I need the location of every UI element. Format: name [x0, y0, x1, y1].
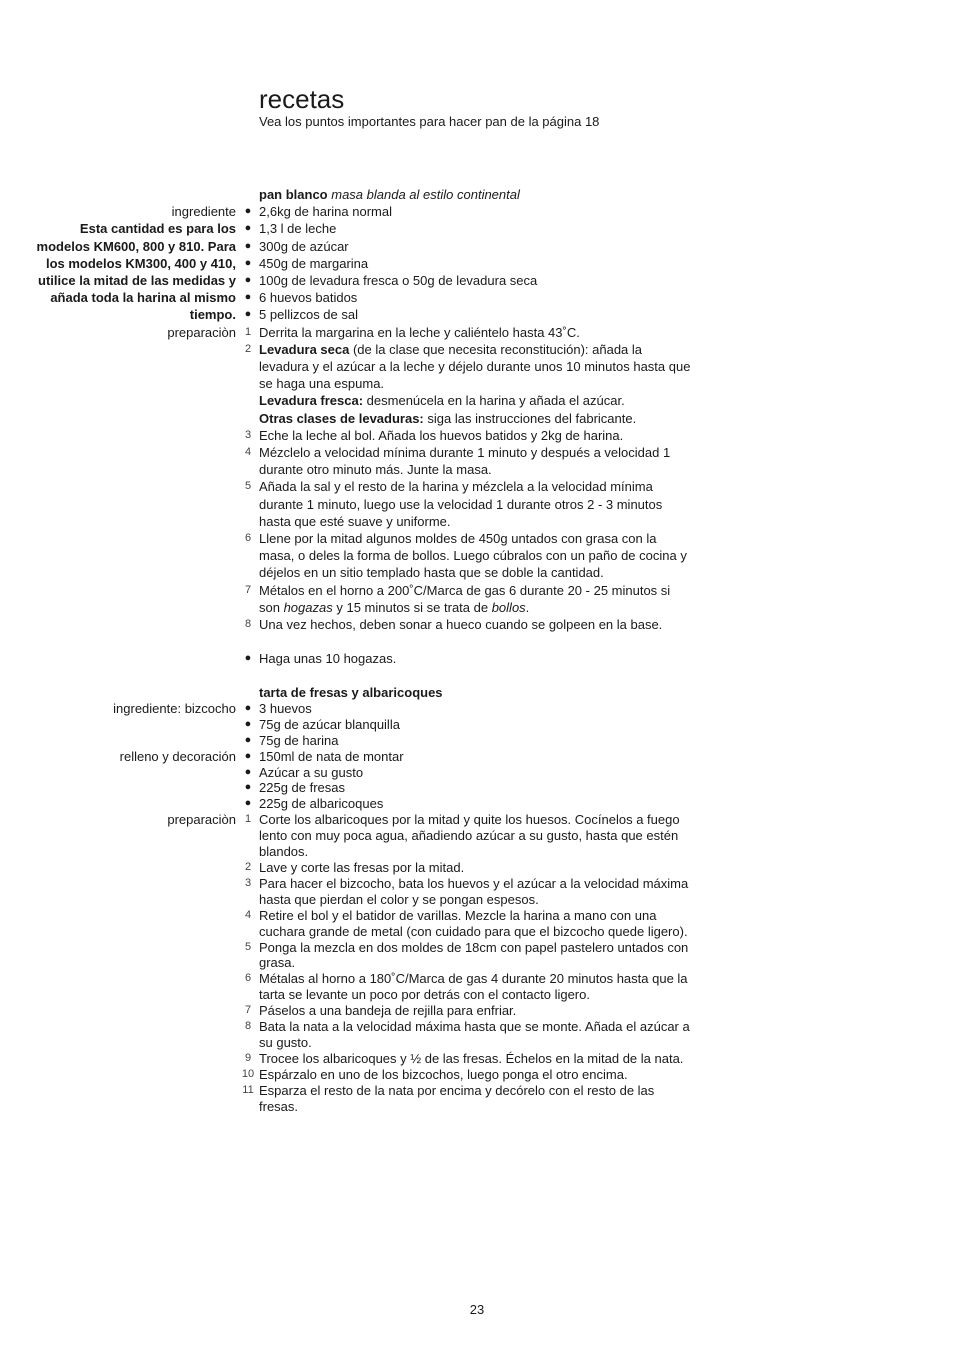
step-text: siga las instrucciones del fabricante.: [423, 410, 637, 426]
step-bold: Otras clases de levaduras:: [259, 410, 424, 426]
step-text: Para hacer el bizcocho, bata los huevos y el azúcar a la velocidad máxima hasta que pierdan el color y se pongan espesos.: [259, 875, 689, 907]
bullet-icon: ●: [244, 749, 252, 762]
step-row: [0, 860, 954, 876]
bullet-icon: ●: [244, 256, 252, 269]
step-text: Retire el bol y el batidor de varillas. Mezcle la harina a mano con una cuchara grande de metal (con cuidado para que el bizcocho quede ligero).: [259, 907, 688, 939]
step-row: [0, 1019, 954, 1051]
step-text: .: [525, 599, 530, 615]
step-text: (de la clase que necesita reconstitución): añada la levadura y el azúcar a la leche y déjelo durante unos 10 minutos hasta que se haga una espuma.: [259, 341, 691, 392]
step-row: [0, 582, 954, 616]
step-row: [0, 876, 954, 908]
step-row: [0, 392, 954, 409]
step-number: 7: [244, 1004, 252, 1017]
yield-text: Haga unas 10 hogazas.: [259, 651, 397, 667]
method-label: preparaciòn: [167, 812, 236, 828]
step-row: [0, 530, 954, 582]
step-text: Espárzalo en uno de los bizcochos, luego ponga el otro encima.: [259, 1066, 628, 1082]
ingredient-row: [0, 796, 954, 812]
yield-row: [0, 650, 954, 667]
recipe-title: tarta de fresas y albaricoques: [259, 685, 443, 700]
step-number: 10: [241, 1067, 255, 1080]
step-number: 1: [244, 325, 252, 338]
ingredients-label: ingrediente: [171, 204, 236, 220]
step-number: 4: [244, 446, 252, 459]
recipe-tarta-fresas: [0, 685, 954, 1114]
ingredient-row: [0, 749, 954, 765]
step-row: [0, 1083, 954, 1115]
step-italic: bollos: [491, 599, 526, 615]
step-row: [0, 341, 954, 393]
bullet-icon: ●: [244, 274, 252, 287]
step-number: 2: [244, 860, 252, 873]
bullet-icon: ●: [244, 733, 252, 746]
step-text: Métalos en el horno a 200˚C/Marca de gas 6 durante 20 - 25 minutos si son: [259, 582, 671, 615]
recipe-heading: [0, 685, 954, 701]
step-text: Una vez hechos, deben sonar a hueco cuando se golpeen en la base.: [259, 617, 663, 633]
ingredient: 300g de azúcar: [259, 238, 349, 254]
bullet-icon: ●: [244, 781, 252, 794]
ingredient-row: [0, 733, 954, 749]
step-text: Trocee los albaricoques y ½ de las fresas. Échelos en la mitad de la nata.: [259, 1050, 684, 1066]
ingredient: 225g de albaricoques: [259, 796, 384, 812]
step-text: Derrita la margarina en la leche y caliéntelo hasta 43˚C.: [259, 324, 580, 340]
bullet-icon: ●: [244, 205, 252, 218]
step-row: [0, 940, 954, 972]
ingredient: 450g de margarina: [259, 255, 369, 271]
bullet-icon: ●: [244, 222, 252, 235]
recipe-title: pan blanco: [259, 187, 328, 202]
step-row: [0, 444, 954, 478]
step-bold: Levadura fresca:: [259, 393, 364, 409]
ingredient-row: [0, 765, 954, 781]
step-number: 5: [244, 940, 252, 953]
ingredient-row: [0, 780, 954, 796]
method-label: preparaciòn: [167, 324, 236, 340]
quantity-note: Esta cantidad es para los modelos KM600, 800 y 810. Para los modelos KM300, 400 y 410, utilice la mitad de las medidas y añada toda la harina al mismo tiempo.: [36, 221, 236, 323]
ingredient: Azúcar a su gusto: [259, 764, 364, 780]
step-number: 11: [242, 1083, 254, 1096]
step-row: [0, 616, 954, 633]
step-number: 8: [244, 1020, 252, 1033]
ingredient: 3 huevos: [259, 700, 312, 716]
step-row: [0, 1003, 954, 1019]
step-text: Llene por la mitad algunos moldes de 450g untados con grasa con la masa, o deles la forma de bollos. Luego cúbralos con un paño de cocina y déjelos en un sitio templado hasta que se doble la cantidad.: [259, 531, 687, 581]
ingredient: 5 pellizcos de sal: [259, 307, 358, 323]
step-number: 2: [244, 342, 252, 355]
ingredient-row: [0, 238, 954, 255]
step-text: y 15 minutos si se trata de: [332, 599, 492, 615]
ingredient-row: [0, 306, 954, 323]
step-italic: hogazas: [283, 599, 333, 615]
step-row: [0, 427, 954, 444]
step-text: Mézclelo a velocidad mínima durante 1 minuto y después a velocidad 1 durante otro minuto más. Junte la masa.: [259, 445, 671, 478]
step-row: [0, 1051, 954, 1067]
step-text: desmenúcela en la harina y añada el azúcar.: [363, 393, 625, 409]
ingredient: 75g de azúcar blanquilla: [259, 716, 400, 732]
ingredient-row: [0, 717, 954, 733]
step-bold: Levadura seca: [259, 341, 350, 357]
bullet-icon: ●: [244, 797, 252, 810]
step-row: [0, 478, 954, 530]
ingredient: 100g de levadura fresca o 50g de levadura seca: [259, 273, 538, 289]
sponge-label: ingrediente: bizcocho: [113, 700, 236, 716]
ingredient: 150ml de nata de montar: [259, 748, 404, 764]
step-text: Ponga la mezcla en dos moldes de 18cm con papel pastelero untados con grasa.: [259, 939, 689, 971]
recipe-subtitle: masa blanda al estilo continental: [331, 187, 520, 202]
step-number: 6: [244, 532, 252, 545]
step-text: Bata la nata a la velocidad máxima hasta que se monte. Añada el azúcar a su gusto.: [259, 1019, 690, 1050]
ingredient: 6 huevos batidos: [259, 290, 358, 306]
recipe-heading: [0, 186, 954, 203]
step-number: 5: [244, 480, 252, 493]
step-number: 3: [244, 876, 252, 889]
step-text: Añada la sal y el resto de la harina y mézclela a la velocidad mínima durante 1 minuto, luego use la velocidad 1 durante otros 2 - 3 minutos hasta que esté suave y uniforme.: [259, 479, 663, 529]
step-number: 9: [244, 1051, 252, 1064]
ingredient-row: [0, 255, 954, 272]
step-row: [0, 410, 954, 427]
step-number: 4: [244, 908, 252, 921]
step-number: 6: [244, 972, 252, 985]
ingredient: 2,6kg de harina normal: [259, 204, 392, 220]
ingredient: 1,3 l de leche: [259, 221, 337, 237]
bullet-icon: ●: [244, 308, 252, 321]
page-header: [259, 84, 599, 130]
page-subtitle: Vea los puntos importantes para hacer pan de la página 18: [259, 114, 600, 129]
ingredient-row: [0, 289, 954, 306]
bullet-icon: ●: [244, 765, 252, 778]
step-row: [0, 908, 954, 940]
bullet-icon: ●: [244, 701, 252, 714]
step-text: Corte los albaricoques por la mitad y quite los huesos. Cocínelos a fuego lento con muy poca agua, añadiendo azúcar a su gusto, hasta que estén blandos.: [259, 812, 680, 860]
ingredient-row: [0, 701, 954, 717]
step-number: 3: [244, 428, 252, 441]
page-title: recetas: [259, 84, 345, 114]
step-text: Eche la leche al bol. Añada los huevos batidos y 2kg de harina.: [259, 427, 624, 443]
bullet-icon: ●: [244, 291, 252, 304]
ingredient: 75g de harina: [259, 732, 339, 748]
step-row: [0, 812, 954, 860]
step-text: Páselos a una bandeja de rejilla para enfriar.: [259, 1003, 517, 1019]
filling-label: relleno y decoración: [119, 748, 236, 764]
step-row: [0, 971, 954, 1003]
page-number: 23: [469, 1302, 485, 1317]
step-number: 8: [244, 618, 252, 631]
step-number: 7: [244, 583, 252, 596]
ingredient-row: [0, 220, 954, 237]
bullet-icon: ●: [244, 239, 252, 252]
step-text: Métalas al horno a 180˚C/Marca de gas 4 durante 20 minutos hasta que la tarta se levante un poco por detrás con el contacto ligero.: [259, 971, 688, 1003]
bullet-icon: ●: [244, 652, 252, 665]
step-row: [0, 1067, 954, 1083]
step-row: [0, 324, 954, 341]
step-text: Esparza el resto de la nata por encima y decórelo con el resto de las fresas.: [259, 1082, 655, 1114]
ingredient-row: [0, 272, 954, 289]
step-number: 1: [244, 813, 252, 826]
bullet-icon: ●: [244, 717, 252, 730]
step-text: Lave y corte las fresas por la mitad.: [259, 859, 465, 875]
spacer: [0, 633, 954, 650]
ingredient: 225g de fresas: [259, 780, 346, 796]
recipe-pan-blanco: [0, 186, 954, 667]
